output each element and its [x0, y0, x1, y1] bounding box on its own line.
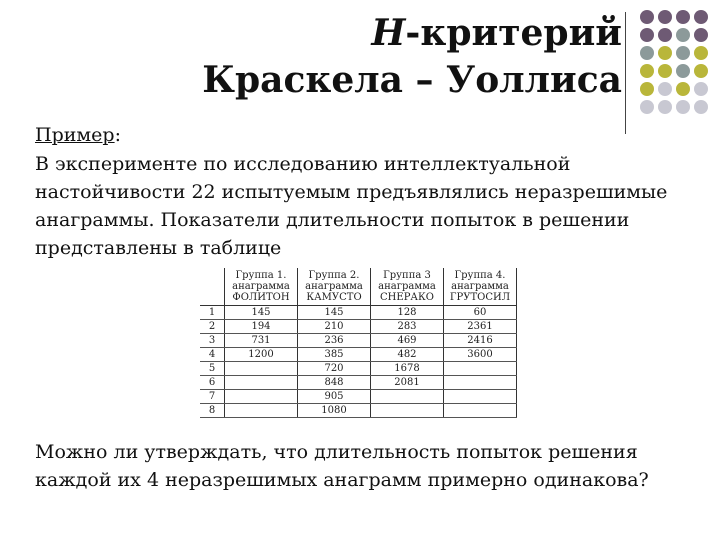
table-cell [225, 404, 298, 418]
decorative-dot [694, 10, 708, 24]
decorative-dot [658, 10, 672, 24]
table-cell [444, 376, 517, 390]
row-number-cell: 5 [200, 362, 225, 376]
column-header-line: анаграмма [378, 281, 436, 292]
table-row [200, 348, 517, 362]
table-cell: 1678 [371, 362, 444, 376]
table-body [200, 306, 517, 418]
decorative-dot [658, 64, 672, 78]
table-corner-cell [200, 268, 225, 306]
column-header-line: ФОЛИТОН [232, 292, 290, 303]
decorative-dot [676, 46, 690, 60]
table-cell: 848 [298, 376, 371, 390]
example-label-text: Пример [35, 124, 115, 146]
column-header-line: СНЕРАКО [380, 292, 434, 303]
decorative-dot [676, 64, 690, 78]
decorative-dot [694, 100, 708, 114]
table-column-header [371, 268, 444, 306]
column-header-line: анаграмма [305, 281, 363, 292]
column-header-line: КАМУСТО [306, 292, 362, 303]
table-cell: 236 [298, 334, 371, 348]
column-header-line: Группа 4. [454, 270, 506, 281]
intro-paragraph: В эксперименте по исследованию интеллектуальной настойчивости 22 испытуемым предъявлялись неразрешимые анаграммы. Показатели длительности попыток в решении представлены в таблице [35, 153, 668, 259]
decorative-dot [676, 28, 690, 42]
decorative-dot [640, 46, 654, 60]
column-header-line: анаграмма [232, 281, 290, 292]
row-number-cell: 4 [200, 348, 225, 362]
decorative-dot [640, 28, 654, 42]
table-cell: 720 [298, 362, 371, 376]
table-cell: 145 [225, 306, 298, 320]
decorative-dot [694, 28, 708, 42]
decorative-dot [640, 64, 654, 78]
row-number-cell: 7 [200, 390, 225, 404]
row-number-cell: 3 [200, 334, 225, 348]
table-cell: 2361 [444, 320, 517, 334]
table-cell [444, 362, 517, 376]
decorative-dot [640, 100, 654, 114]
example-label-colon: : [114, 124, 121, 146]
decorative-dot [676, 100, 690, 114]
decorative-dot [658, 28, 672, 42]
title-divider [625, 12, 626, 134]
table-cell [371, 390, 444, 404]
table-row [200, 334, 517, 348]
table-cell [225, 390, 298, 404]
table-cell: 731 [225, 334, 298, 348]
table-column-header [225, 268, 298, 306]
row-number-cell: 1 [200, 306, 225, 320]
column-header-line: анаграмма [451, 281, 509, 292]
data-table [200, 268, 517, 418]
table-column-header [444, 268, 517, 306]
table-cell: 210 [298, 320, 371, 334]
decorative-dot [658, 82, 672, 96]
column-header-line: ГРУТОСИЛ [449, 292, 511, 303]
table-row [200, 404, 517, 418]
table-row [200, 362, 517, 376]
table-cell: 469 [371, 334, 444, 348]
table-cell [371, 404, 444, 418]
table-row [200, 306, 517, 320]
table-cell: 283 [371, 320, 444, 334]
table-cell [444, 404, 517, 418]
table-cell [225, 376, 298, 390]
table-cell [225, 362, 298, 376]
table-row [200, 390, 517, 404]
table-cell: 2416 [444, 334, 517, 348]
row-number-cell: 2 [200, 320, 225, 334]
column-header-line: Группа 3 [383, 270, 431, 281]
decorative-dot [676, 10, 690, 24]
table-row [200, 320, 517, 334]
decorative-dot [658, 46, 672, 60]
table-cell: 60 [444, 306, 517, 320]
decorative-dot [640, 10, 654, 24]
slide-title [62, 10, 622, 104]
table-cell: 1080 [298, 404, 371, 418]
table-cell: 482 [371, 348, 444, 362]
decorative-dot [676, 82, 690, 96]
table-column-header [298, 268, 371, 306]
decorative-dot [694, 64, 708, 78]
column-header-line: Группа 2. [308, 270, 360, 281]
table-cell: 1200 [225, 348, 298, 362]
title-line-2: Краскела – Уоллиса [202, 59, 622, 101]
decorative-dot [640, 82, 654, 96]
row-number-cell: 6 [200, 376, 225, 390]
table-header-row [200, 268, 517, 306]
column-header-line: Группа 1. [235, 270, 287, 281]
example-label [35, 121, 121, 149]
table-cell: 385 [298, 348, 371, 362]
title-line-1-rest: -критерий [405, 12, 622, 54]
title-letter-h: H [371, 12, 406, 54]
decorative-dot [658, 100, 672, 114]
table-cell [444, 390, 517, 404]
table-cell: 145 [298, 306, 371, 320]
decorative-dot [694, 46, 708, 60]
table-cell: 905 [298, 390, 371, 404]
decorative-dot-grid [640, 10, 708, 114]
title-line-1 [62, 10, 622, 57]
table-cell: 3600 [444, 348, 517, 362]
row-number-cell: 8 [200, 404, 225, 418]
decorative-dot [694, 82, 708, 96]
table-cell: 2081 [371, 376, 444, 390]
table-cell: 194 [225, 320, 298, 334]
table-row [200, 376, 517, 390]
table-cell: 128 [371, 306, 444, 320]
question-paragraph: Можно ли утверждать, что длительность попыток решения каждой их 4 неразрешимых анаграмм примерно одинакова? [35, 441, 649, 491]
